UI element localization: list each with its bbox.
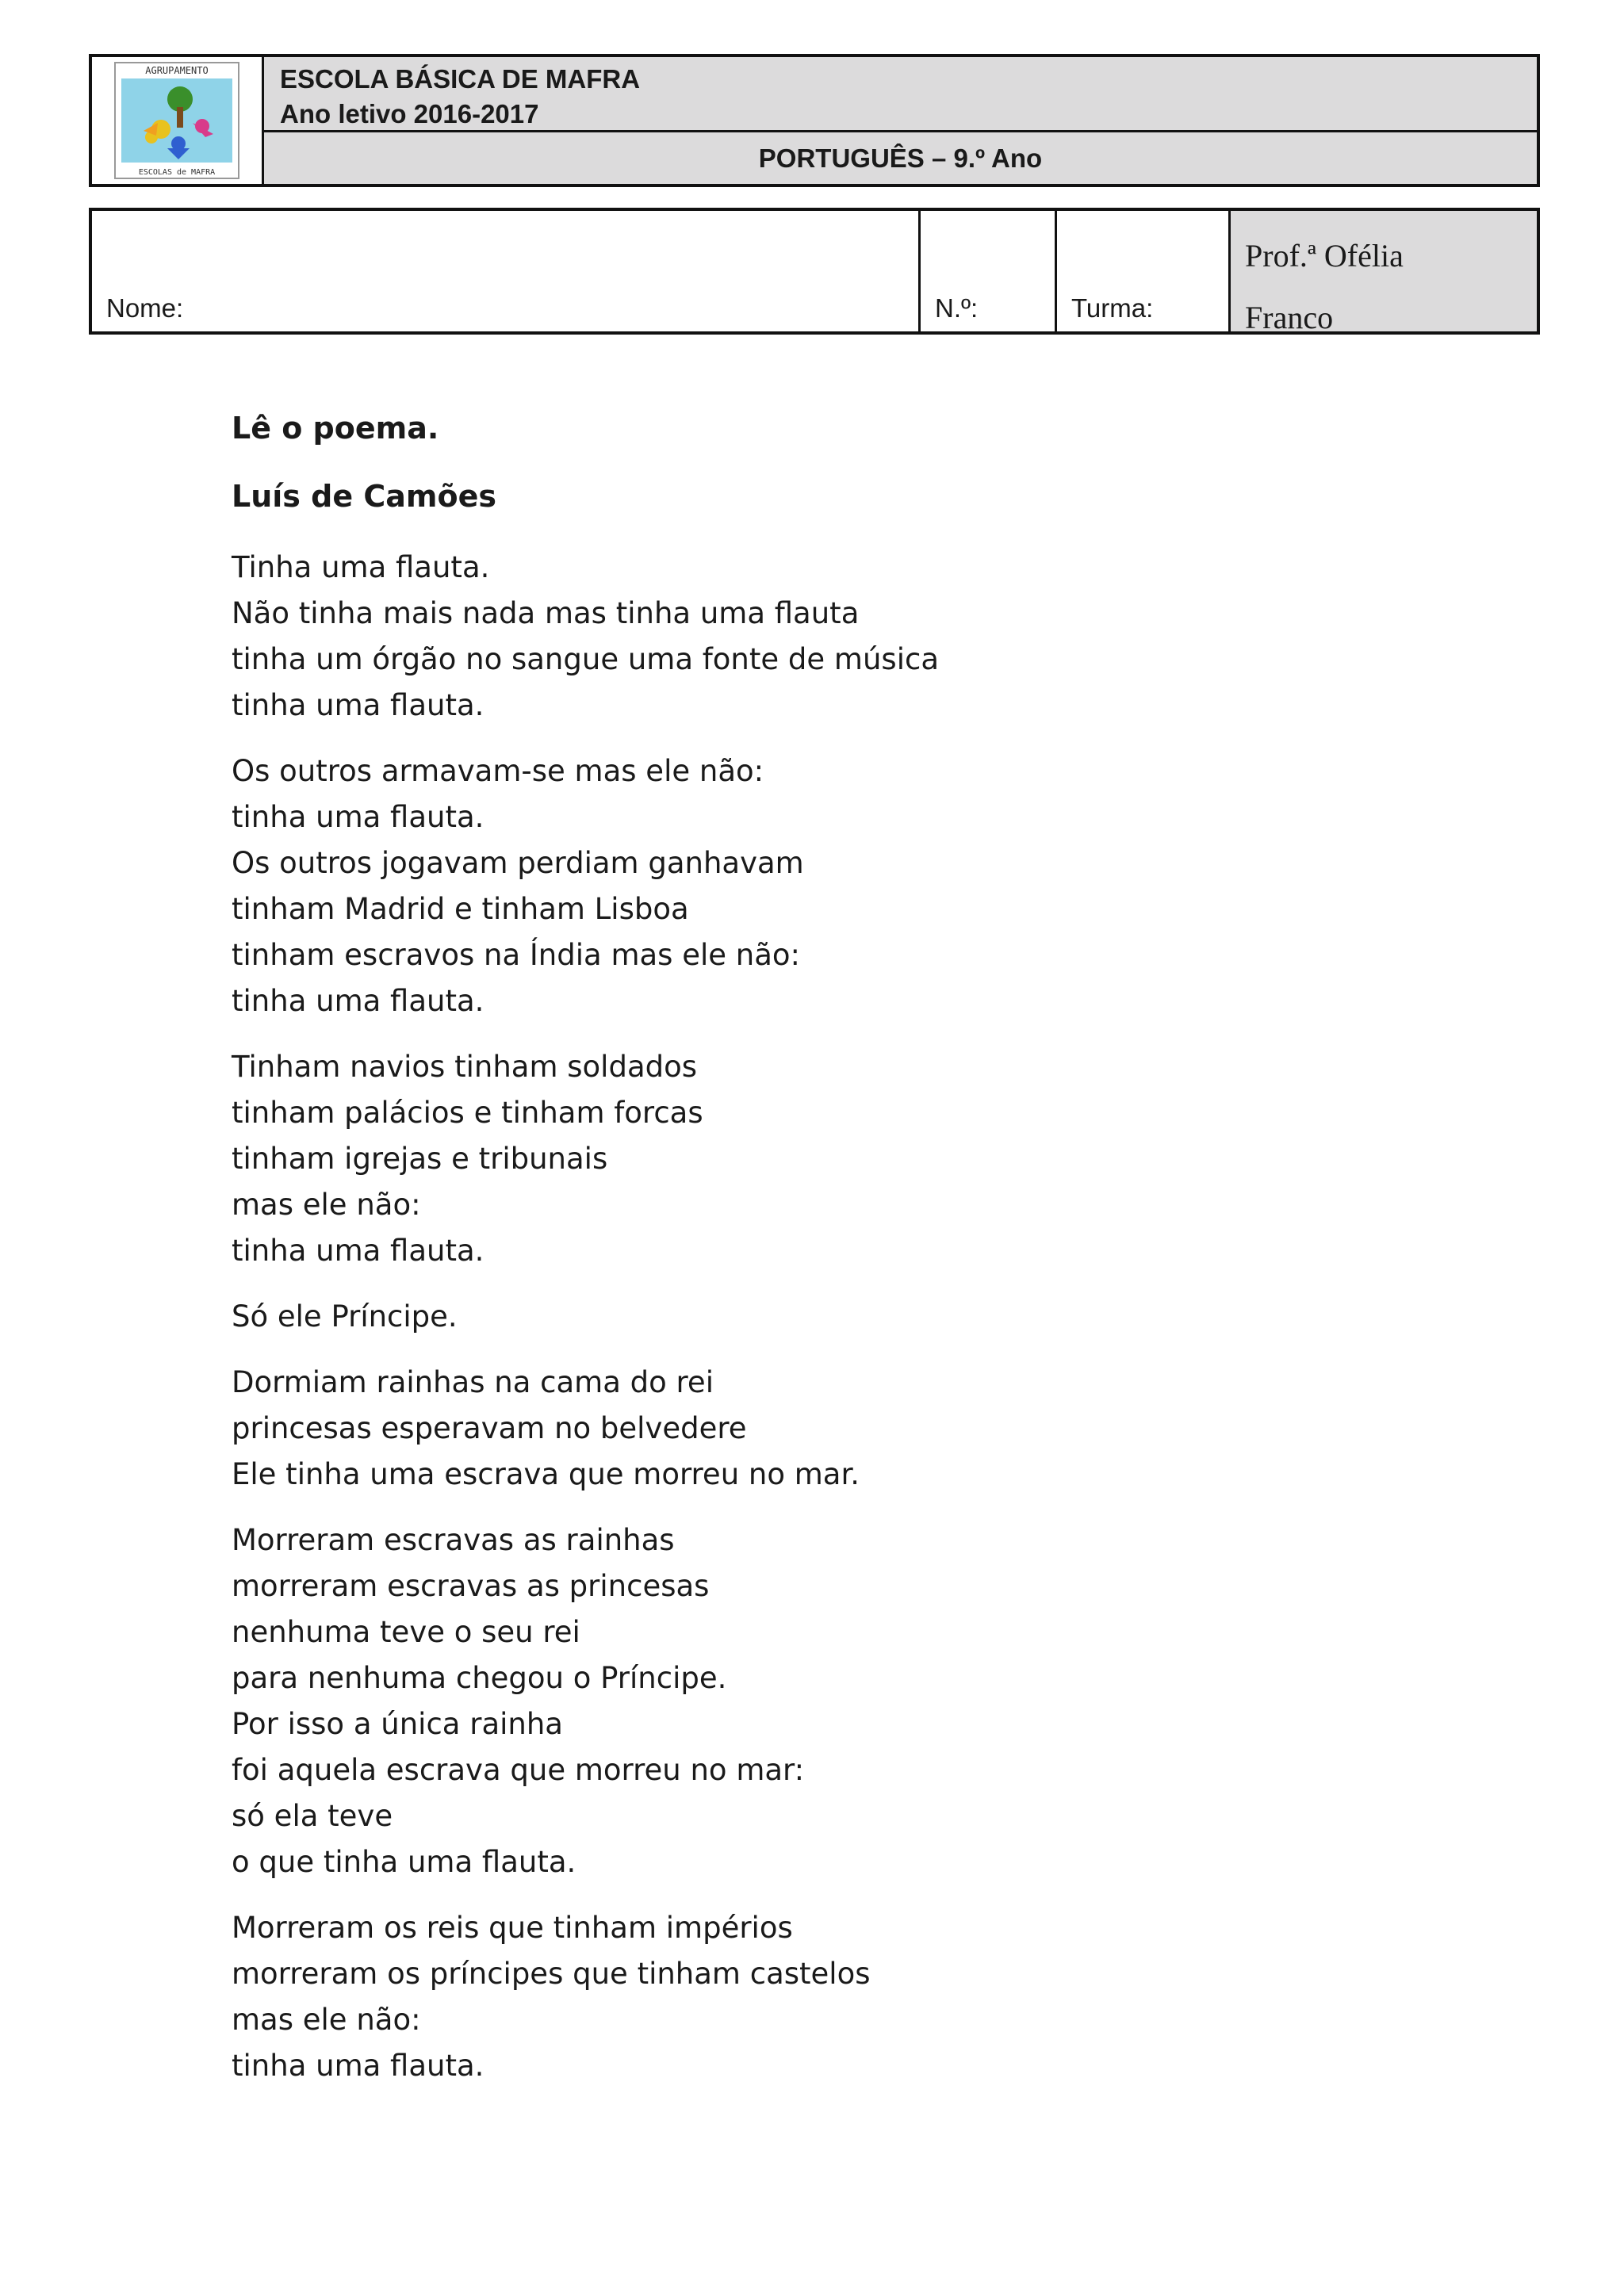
school-name: ESCOLA BÁSICA DE MAFRA <box>280 64 641 94</box>
poem-line: morreram os príncipes que tinham castelos <box>232 1957 871 1991</box>
poem-stanza <box>232 545 1421 729</box>
poem-line: tinham Madrid e tinham Lisboa <box>232 892 689 926</box>
poem-line: o que tinha uma flauta. <box>232 1845 576 1879</box>
name-field[interactable] <box>92 211 921 331</box>
poem-line: Ele tinha uma escrava que morreu no mar. <box>232 1457 860 1491</box>
poem-line: Por isso a única rainha <box>232 1707 563 1741</box>
poem-line: Morreram os reis que tinham impérios <box>232 1911 793 1945</box>
poem-line: mas ele não: <box>232 1188 421 1222</box>
teacher-name-line1: Prof.ª Ofélia <box>1245 238 1404 274</box>
teacher-name-line2: Franco <box>1245 300 1334 335</box>
poem-stanza <box>232 748 1421 1024</box>
poem-line: morreram escravas as princesas <box>232 1569 710 1603</box>
poem-line: Tinham navios tinham soldados <box>232 1050 698 1084</box>
header-text-area <box>264 57 1537 184</box>
poem-line: Dormiam rainhas na cama do rei <box>232 1365 714 1399</box>
poem-line: mas ele não: <box>232 2003 421 2037</box>
poem-line: tinha uma flauta. <box>232 1234 485 1268</box>
school-info <box>264 57 1537 132</box>
name-label: Nome: <box>106 293 184 323</box>
poem-line: para nenhuma chegou o Príncipe. <box>232 1661 727 1695</box>
instruction: Lê o poema. <box>232 411 439 446</box>
number-field[interactable] <box>921 211 1057 331</box>
poem-stanza <box>232 1905 1421 2089</box>
poem-stanza <box>232 1044 1421 1274</box>
poem-content <box>232 408 1421 2109</box>
teacher-cell <box>1231 211 1537 335</box>
poem-line: tinham igrejas e tribunais <box>232 1142 608 1176</box>
poem-line: tinha uma flauta. <box>232 800 485 834</box>
school-logo-image <box>113 61 240 180</box>
poem-line: tinha uma flauta. <box>232 2049 485 2083</box>
poem-author: Luís de Camões <box>232 479 496 514</box>
logo-top-text: AGRUPAMENTO <box>145 65 209 76</box>
poem-line: Não tinha mais nada mas tinha uma flauta <box>232 596 860 630</box>
poem-line: nenhuma teve o seu rei <box>232 1615 580 1649</box>
poem-stanza <box>232 1517 1421 1885</box>
school-header <box>89 54 1540 187</box>
subject-title: PORTUGUÊS – 9.º Ano <box>264 132 1537 184</box>
poem-line: só ela teve <box>232 1799 393 1833</box>
school-logo <box>92 57 264 184</box>
poem-body <box>232 545 1421 2089</box>
class-field[interactable] <box>1057 211 1231 331</box>
number-label: N.º: <box>935 293 979 323</box>
poem-line: tinha um órgão no sangue uma fonte de música <box>232 642 939 676</box>
class-label: Turma: <box>1071 293 1154 323</box>
logo-bottom-text: ESCOLAS de MAFRA <box>138 168 216 177</box>
poem-line: Tinha uma flauta. <box>232 550 490 584</box>
poem-line: princesas esperavam no belvedere <box>232 1411 747 1445</box>
poem-line: tinha uma flauta. <box>232 984 485 1018</box>
poem-line: Só ele Príncipe. <box>232 1299 458 1334</box>
school-year: Ano letivo 2016-2017 <box>280 99 539 128</box>
poem-stanza <box>232 1294 1421 1340</box>
poem-line: tinham escravos na Índia mas ele não: <box>232 938 801 972</box>
poem-line: Morreram escravas as rainhas <box>232 1523 675 1557</box>
poem-stanza <box>232 1360 1421 1498</box>
student-info-table <box>89 208 1540 335</box>
poem-line: foi aquela escrava que morreu no mar: <box>232 1753 805 1787</box>
poem-line: tinha uma flauta. <box>232 688 485 722</box>
poem-line: tinham palácios e tinham forcas <box>232 1096 703 1130</box>
poem-line: Os outros armavam-se mas ele não: <box>232 754 764 788</box>
poem-line: Os outros jogavam perdiam ganhavam <box>232 846 804 880</box>
